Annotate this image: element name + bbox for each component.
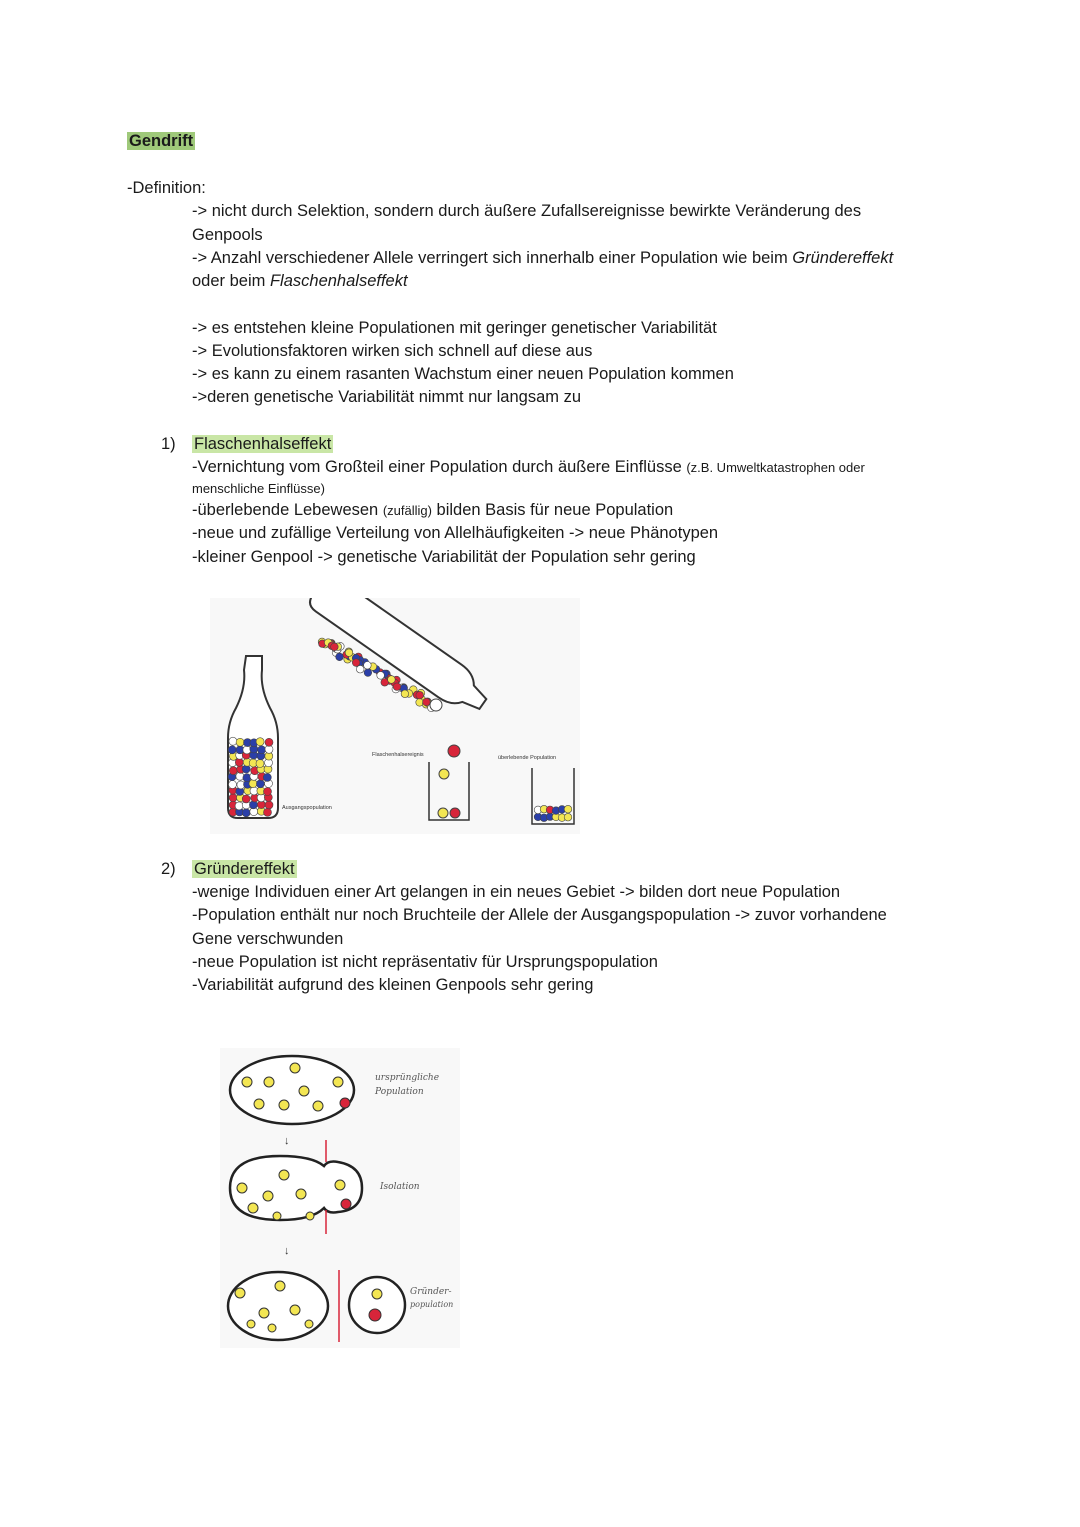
ball bbox=[229, 794, 237, 802]
ball bbox=[388, 676, 396, 684]
ball bbox=[416, 691, 424, 699]
label-start-population: Ausgangspopulation bbox=[282, 805, 332, 811]
section-number: 1) bbox=[161, 435, 176, 453]
ball bbox=[564, 813, 572, 821]
section-line: -kleiner Genpool -> genetische Variabilität der Population sehr gering bbox=[192, 548, 696, 566]
ball bbox=[364, 662, 372, 670]
ball bbox=[356, 665, 364, 673]
section-line: -überlebende Lebewesen (zufällig) bilden Basis für neue Population bbox=[192, 501, 674, 519]
ball-falling bbox=[430, 699, 442, 711]
definition-point: -> es entstehen kleine Populationen mit geringer genetischer Variabilität bbox=[192, 319, 717, 337]
ball bbox=[564, 805, 572, 813]
label-bottleneck-event: Flaschenhalsereignis bbox=[372, 752, 424, 758]
ball bbox=[256, 738, 264, 746]
ball bbox=[236, 738, 244, 746]
ball bbox=[242, 795, 250, 803]
ball bbox=[228, 746, 236, 754]
ball bbox=[229, 781, 237, 789]
definition-point: ->deren genetische Variabilität nimmt nur langsam zu bbox=[192, 388, 582, 406]
ball bbox=[263, 773, 271, 781]
label-survivors: überlebende Population bbox=[498, 755, 557, 761]
page-title: Gendrift bbox=[129, 132, 194, 150]
arrow-down-icon: ↓ bbox=[284, 1245, 290, 1257]
ball bbox=[235, 758, 243, 766]
ball bbox=[249, 801, 257, 809]
label-original-1: ursprüngliche bbox=[375, 1073, 440, 1083]
label-founder-1: Gründer- bbox=[410, 1287, 452, 1297]
definition-line: -> nicht durch Selektion, sondern durch äußere Zufallsereignisse bewirkte Veränderung des bbox=[192, 202, 862, 220]
ball-in-beaker bbox=[450, 808, 460, 818]
ball bbox=[423, 698, 431, 706]
ball-falling bbox=[448, 745, 460, 757]
ball bbox=[401, 690, 409, 698]
label-isolation: Isolation bbox=[380, 1182, 420, 1192]
section-line: menschliche Einflüsse) bbox=[192, 481, 325, 496]
ball bbox=[345, 649, 353, 657]
ball bbox=[352, 659, 360, 667]
ball bbox=[258, 746, 266, 754]
definition-line: oder beim Flaschenhalseffekt bbox=[192, 272, 408, 290]
section-line: -Variabilität aufgrund des kleinen Genpools sehr gering bbox=[192, 976, 594, 994]
ball bbox=[331, 643, 339, 651]
ball bbox=[256, 760, 264, 768]
ball bbox=[264, 808, 272, 816]
ball bbox=[242, 809, 250, 817]
section-line: -neue und zufällige Verteilung von Allelhäufigkeiten -> neue Phänotypen bbox=[192, 524, 719, 542]
section-line: -Population enthält nur noch Bruchteile der Allele der Ausgangspopulation -> zuvor vorhandene bbox=[192, 906, 887, 924]
definition-label: -Definition: bbox=[127, 179, 206, 197]
section-line: -neue Population ist nicht repräsentativ für Ursprungspopulation bbox=[192, 953, 658, 971]
definition-line: -> Anzahl verschiedener Allele verringert sich innerhalb einer Population wie beim Gründereffekt bbox=[192, 249, 894, 267]
section-line: -wenige Individuen einer Art gelangen in ein neues Gebiet -> bilden dort neue Population bbox=[192, 883, 841, 901]
founder-population bbox=[349, 1277, 405, 1333]
definition-point: -> es kann zu einem rasanten Wachstum einer neuen Population kommen bbox=[192, 365, 734, 383]
section-heading: Gründereffekt bbox=[194, 860, 295, 878]
ball bbox=[235, 802, 243, 810]
ball bbox=[256, 780, 264, 788]
ball bbox=[229, 737, 237, 745]
definition-line: Genpools bbox=[192, 226, 263, 244]
ball bbox=[243, 774, 251, 782]
definition-point: -> Evolutionsfaktoren wirken sich schnell auf diese aus bbox=[192, 342, 593, 360]
balls-upright bbox=[228, 737, 273, 817]
bottleneck-figure bbox=[210, 598, 580, 834]
ball bbox=[265, 801, 273, 809]
section-heading: Flaschenhalseffekt bbox=[194, 435, 332, 453]
ball bbox=[393, 683, 401, 691]
label-original-2: Population bbox=[375, 1087, 424, 1097]
ball bbox=[336, 653, 344, 661]
section-line: Gene verschwunden bbox=[192, 930, 344, 948]
ball bbox=[377, 672, 385, 680]
founder-figure bbox=[220, 1048, 460, 1348]
ball-falling bbox=[439, 769, 449, 779]
ball-in-beaker bbox=[438, 808, 448, 818]
ball bbox=[264, 788, 272, 796]
ball bbox=[249, 780, 257, 788]
label-founder-2: population bbox=[410, 1300, 454, 1309]
section-line: -Vernichtung vom Großteil einer Population durch äußere Einflüsse (z.B. Umweltkatastrophen oder bbox=[192, 458, 865, 476]
ball bbox=[229, 767, 237, 775]
section-number: 2) bbox=[161, 860, 176, 878]
ball bbox=[265, 738, 273, 746]
arrow-down-icon: ↓ bbox=[284, 1135, 290, 1147]
